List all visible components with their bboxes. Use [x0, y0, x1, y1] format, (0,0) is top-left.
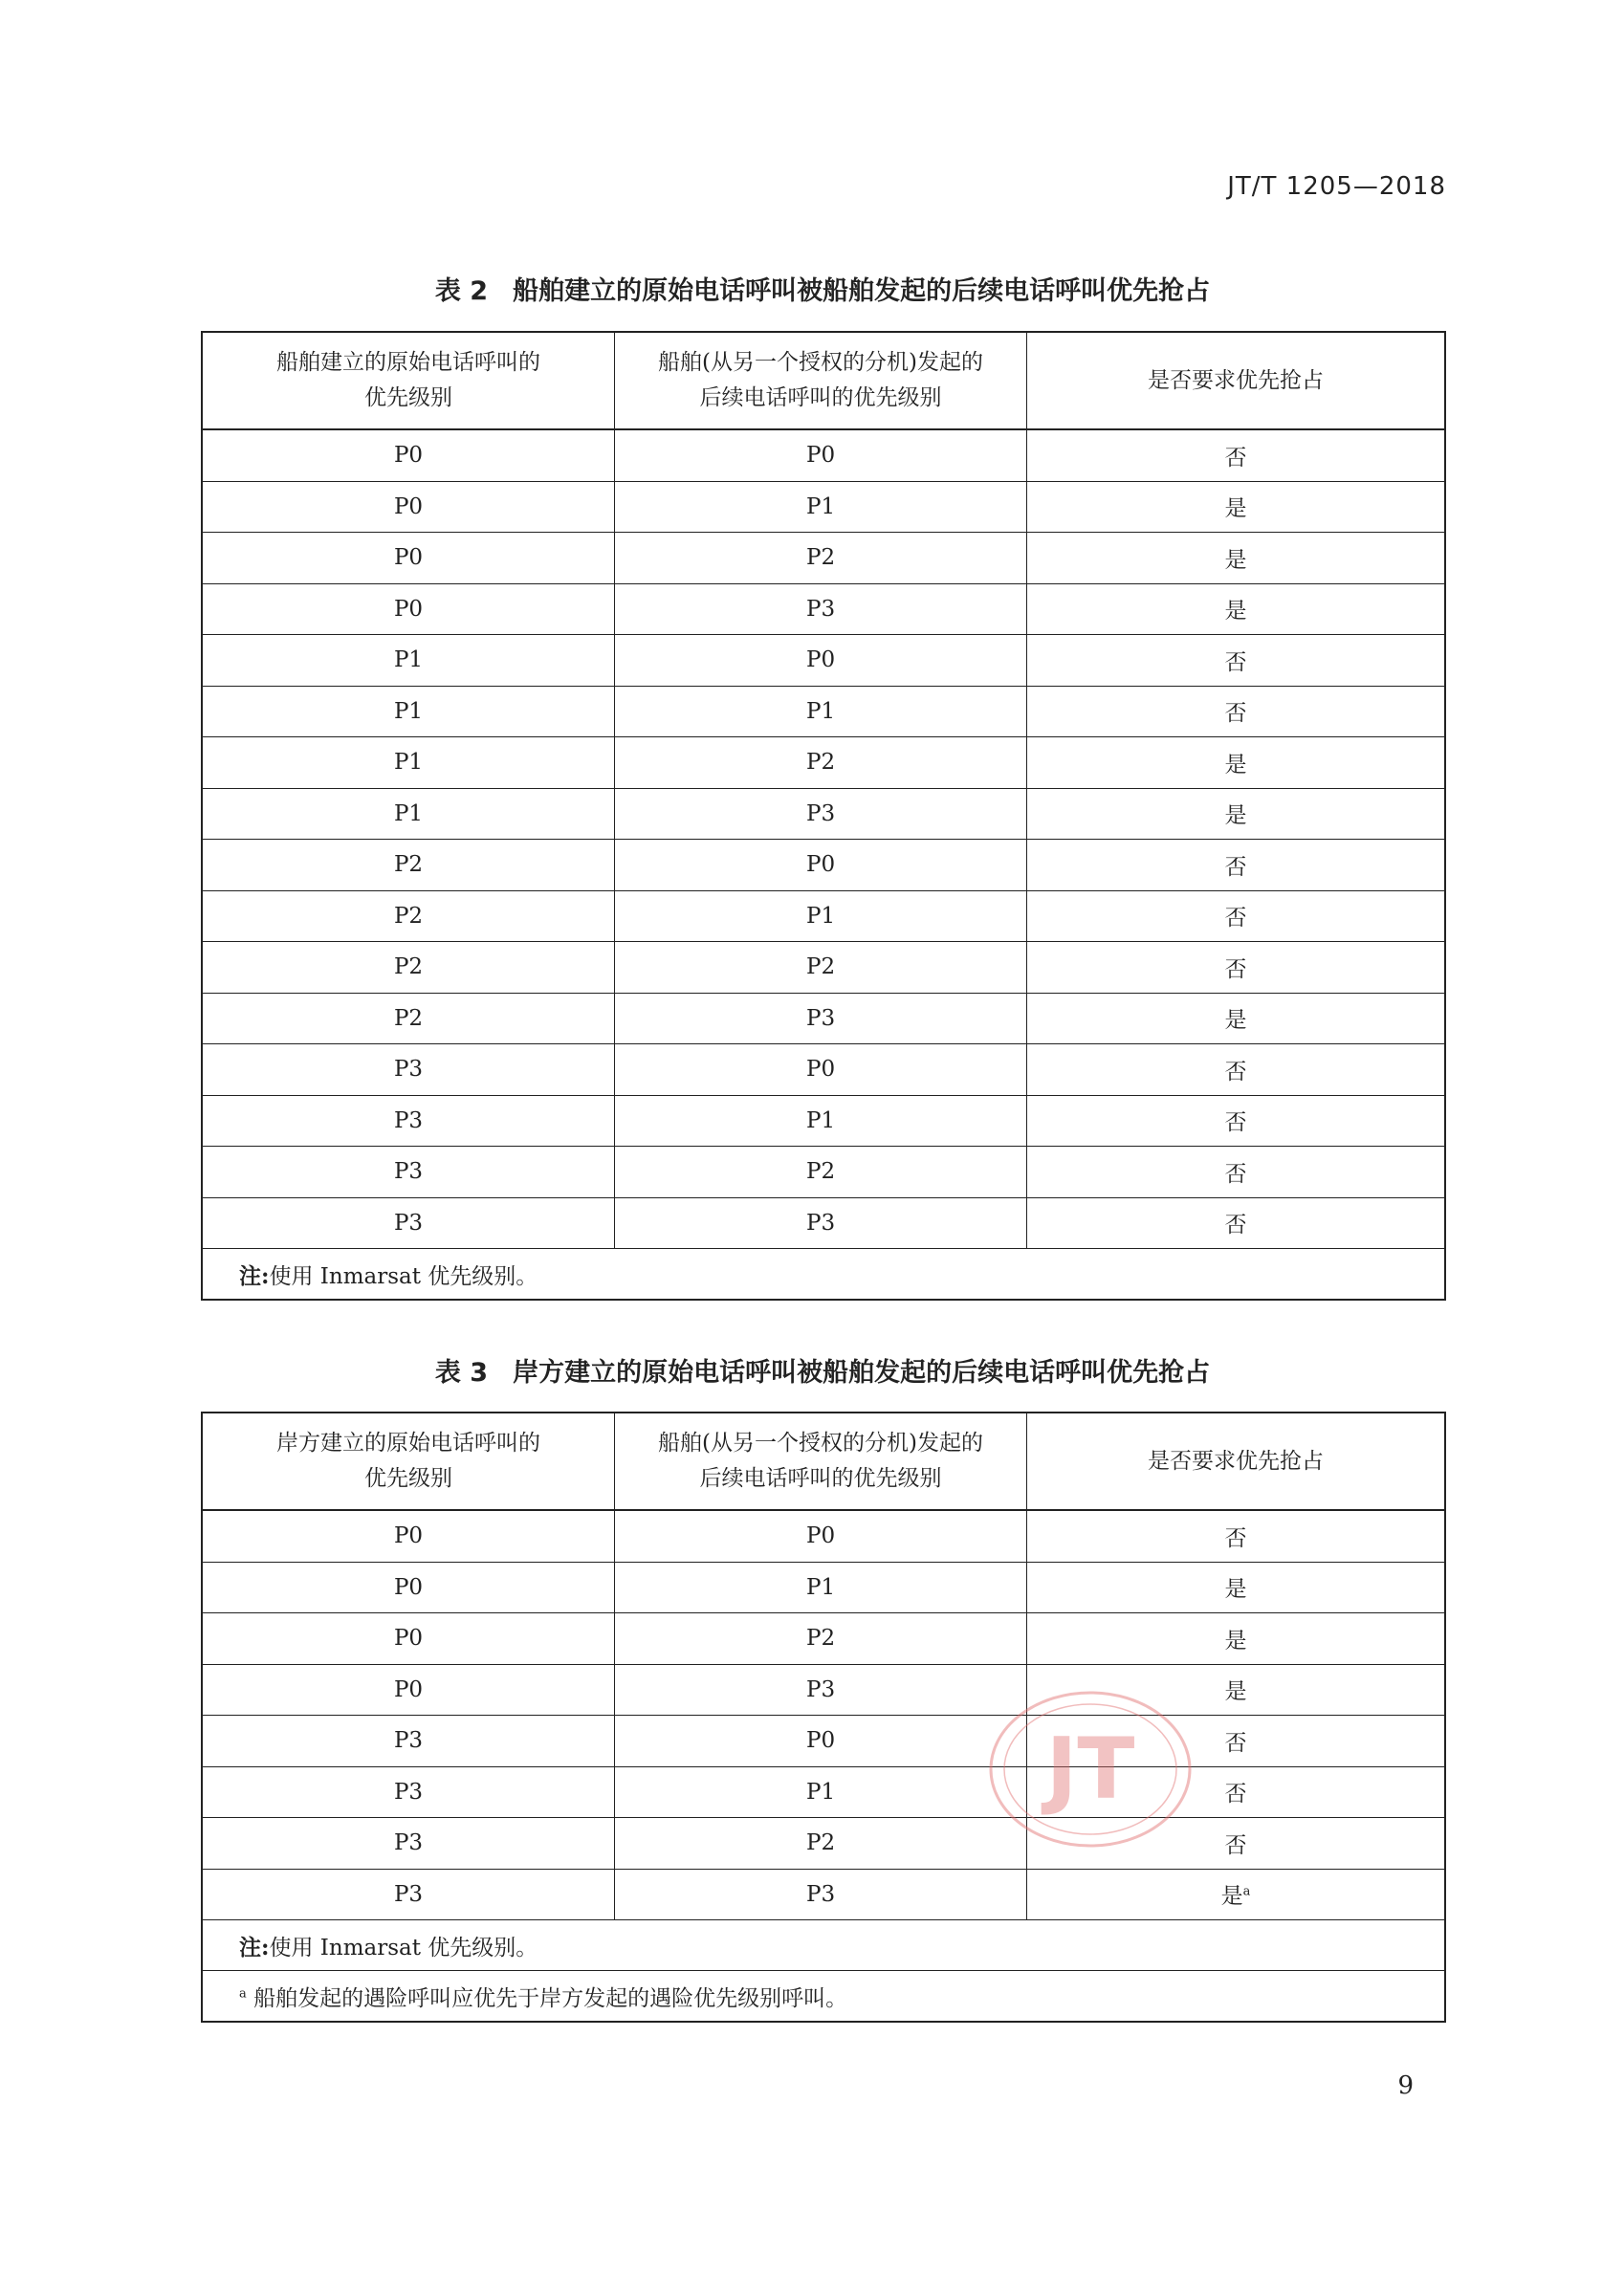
cell-original-priority: P3: [202, 1044, 615, 1096]
cell-original-priority: P2: [202, 993, 615, 1044]
table-row: [202, 737, 1445, 789]
cell-subsequent-priority: P1: [615, 481, 1027, 533]
cell-subsequent-priority: P0: [615, 429, 1027, 481]
cell-preemption: 否: [1027, 429, 1445, 481]
cell-subsequent-priority: P1: [615, 1562, 1027, 1613]
cell-original-priority: P3: [202, 1147, 615, 1198]
cell-preemption: 是: [1027, 737, 1445, 789]
cell-subsequent-priority: P3: [615, 993, 1027, 1044]
table2-title: [201, 270, 1444, 307]
table-row: [202, 1818, 1445, 1870]
table-row: [202, 635, 1445, 687]
cell-original-priority: P3: [202, 1197, 615, 1249]
cell-subsequent-priority: P3: [615, 583, 1027, 635]
cell-original-priority: P1: [202, 737, 615, 789]
cell-preemption: 是: [1027, 993, 1445, 1044]
cell-preemption: 否: [1027, 1197, 1445, 1249]
table-row: [202, 1044, 1445, 1096]
table-row: [202, 788, 1445, 840]
cell-preemption: 否: [1027, 840, 1445, 891]
cell-subsequent-priority: P3: [615, 1869, 1027, 1920]
table3: [201, 1412, 1446, 2023]
cell-subsequent-priority: P2: [615, 1613, 1027, 1665]
cell-preemption: 否: [1027, 635, 1445, 687]
cell-subsequent-priority: P2: [615, 1147, 1027, 1198]
cell-subsequent-priority: P1: [615, 1095, 1027, 1147]
cell-original-priority: P2: [202, 942, 615, 994]
table-row: [202, 686, 1445, 737]
cell-original-priority: P3: [202, 1869, 615, 1920]
cell-preemption: 是$^a$: [1027, 1869, 1445, 1920]
cell-original-priority: P2: [202, 840, 615, 891]
table3-header-subsequent-priority: 船舶(从另一个授权的分机)发起的 后续电话呼叫的优先级别: [615, 1413, 1027, 1510]
stamp-text: JT: [1045, 1719, 1135, 1818]
cell-preemption: 否: [1027, 1147, 1445, 1198]
table3-title-text: 岸方建立的原始电话呼叫被船舶发起的后续电话呼叫优先抢占: [513, 1358, 1211, 1388]
cell-original-priority: P1: [202, 686, 615, 737]
cell-preemption: 是: [1027, 1613, 1445, 1665]
cell-preemption: 是: [1027, 788, 1445, 840]
table-row: [202, 533, 1445, 584]
cell-original-priority: P0: [202, 1510, 615, 1562]
cell-subsequent-priority: P1: [615, 890, 1027, 942]
cell-original-priority: P0: [202, 533, 615, 584]
cell-preemption: 否: [1027, 1818, 1445, 1870]
cell-preemption: 是: [1027, 1562, 1445, 1613]
table-row: [202, 1869, 1445, 1920]
table-row: [202, 1095, 1445, 1147]
cell-subsequent-priority: P0: [615, 1716, 1027, 1767]
table-row: [202, 1766, 1445, 1818]
table-row: [202, 1510, 1445, 1562]
table-row: [202, 840, 1445, 891]
cell-preemption: 否: [1027, 1766, 1445, 1818]
table2-note: 注:使用 Inmarsat 优先级别。: [202, 1249, 1445, 1301]
table2-header-preemption: 是否要求优先抢占: [1027, 332, 1445, 429]
table3-footnote: $^a$ 船舶发起的遇险呼叫应优先于岸方发起的遇险优先级别呼叫。: [202, 1971, 1445, 2023]
table2: [201, 331, 1446, 1301]
table-row: [202, 890, 1445, 942]
cell-original-priority: P0: [202, 1664, 615, 1716]
cell-original-priority: P3: [202, 1766, 615, 1818]
cell-subsequent-priority: P0: [615, 1510, 1027, 1562]
table-row: [202, 1664, 1445, 1716]
cell-original-priority: P1: [202, 635, 615, 687]
table-row: [202, 1147, 1445, 1198]
cell-original-priority: P0: [202, 583, 615, 635]
table-row: [202, 993, 1445, 1044]
cell-subsequent-priority: P2: [615, 737, 1027, 789]
cell-subsequent-priority: P3: [615, 1197, 1027, 1249]
table3-header-original-priority: 岸方建立的原始电话呼叫的 优先级别: [202, 1413, 615, 1510]
cell-original-priority: P0: [202, 1562, 615, 1613]
cell-preemption: 否: [1027, 1044, 1445, 1096]
cell-preemption: 是: [1027, 533, 1445, 584]
cell-preemption: 是: [1027, 481, 1445, 533]
cell-subsequent-priority: P2: [615, 533, 1027, 584]
cell-original-priority: P1: [202, 788, 615, 840]
table-row: [202, 1716, 1445, 1767]
cell-subsequent-priority: P1: [615, 686, 1027, 737]
cell-subsequent-priority: P2: [615, 1818, 1027, 1870]
standard-code: JT/T 1205—2018: [1227, 172, 1446, 201]
cell-preemption: 否: [1027, 890, 1445, 942]
cell-subsequent-priority: P3: [615, 1664, 1027, 1716]
cell-original-priority: P3: [202, 1095, 615, 1147]
cell-subsequent-priority: P2: [615, 942, 1027, 994]
table-row: [202, 429, 1445, 481]
cell-preemption: 否: [1027, 942, 1445, 994]
cell-original-priority: P0: [202, 429, 615, 481]
table-row: [202, 1562, 1445, 1613]
table2-header-original-priority: 船舶建立的原始电话呼叫的 优先级别: [202, 332, 615, 429]
table2-header-subsequent-priority: 船舶(从另一个授权的分机)发起的 后续电话呼叫的优先级别: [615, 332, 1027, 429]
cell-original-priority: P2: [202, 890, 615, 942]
footnote-mark: a: [1242, 1884, 1251, 1899]
table3-number: 表 3: [434, 1358, 489, 1388]
cell-subsequent-priority: P0: [615, 840, 1027, 891]
table-row: [202, 942, 1445, 994]
cell-preemption: 否: [1027, 1716, 1445, 1767]
cell-subsequent-priority: P3: [615, 788, 1027, 840]
cell-preemption: 否: [1027, 1510, 1445, 1562]
cell-preemption: 否: [1027, 686, 1445, 737]
cell-subsequent-priority: P0: [615, 1044, 1027, 1096]
table2-title-text: 船舶建立的原始电话呼叫被船舶发起的后续电话呼叫优先抢占: [513, 276, 1211, 306]
table3-note: 注:使用 Inmarsat 优先级别。: [202, 1920, 1445, 1971]
cell-subsequent-priority: P0: [615, 635, 1027, 687]
table-row: [202, 481, 1445, 533]
table-row: [202, 583, 1445, 635]
cell-preemption: 是: [1027, 1664, 1445, 1716]
table2-number: 表 2: [434, 276, 489, 306]
cell-preemption: 否: [1027, 1095, 1445, 1147]
cell-original-priority: P3: [202, 1716, 615, 1767]
table3-title: [201, 1351, 1444, 1389]
cell-subsequent-priority: P1: [615, 1766, 1027, 1818]
table-row: [202, 1613, 1445, 1665]
page-number: 9: [1397, 2071, 1414, 2100]
table3-header-preemption: 是否要求优先抢占: [1027, 1413, 1445, 1510]
cell-original-priority: P3: [202, 1818, 615, 1870]
cell-preemption: 是: [1027, 583, 1445, 635]
table-row: [202, 1197, 1445, 1249]
cell-original-priority: P0: [202, 481, 615, 533]
cell-original-priority: P0: [202, 1613, 615, 1665]
